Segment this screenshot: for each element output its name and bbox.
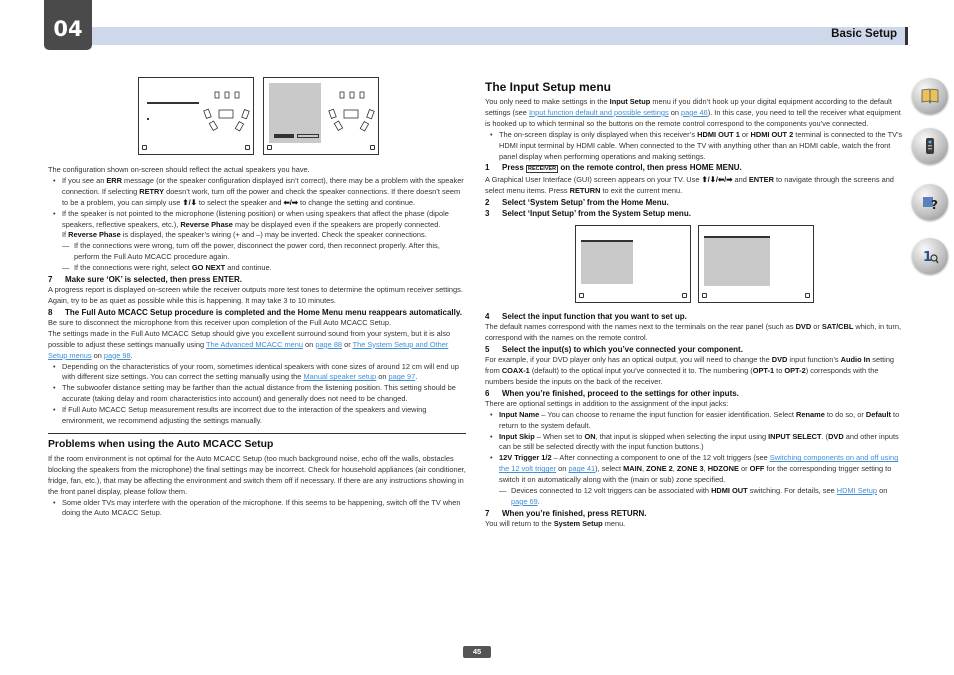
link-system-setup[interactable]: The System Setup and Other Setup menus (48, 339, 449, 360)
link-page-97[interactable]: page 97 (388, 372, 416, 382)
dash-wrong-connections: — If the connections were wrong, turn off the power, disconnect the power cord, then reconnect properly. After this, perform the Full Auto MCACC procedure again. (48, 241, 466, 263)
screen-illustration-home-menu (575, 225, 691, 303)
step-7-desc-2: Again, try to be as quiet as possible while this is happening. It may take 3 to 10 minutes. (48, 295, 336, 305)
page-number: 45 (463, 646, 491, 658)
step-7: 7 Make sure ‘OK’ is selected, then press ENTER. (48, 275, 242, 285)
svg-text:?: ? (931, 198, 938, 212)
bullet-hdmi-osd: • The on-screen display is only displayed when this receiver’s HDMI OUT 1 or HDMI OUT 2 terminal is connected to the TV’s HDMI input terminal by HDMI cable. When connected to the TV with anything other than an HDMI cable, watch the front panel display when performing operations and making settings. (485, 130, 905, 163)
bullet-err: • If you see an ERR message (or the speaker configuration displayed isn’t correct), there may be a problem with the speaker connection. If selecting RETRY doesn’t work, turn off the power and check the speaker connections. If there doesn’t seem to be a problem, you can simply use ⬆/⬇ to select the speaker and ⬅/➡ to change the setting and continue. (48, 176, 466, 209)
step-3: 3 Select ‘Input Setup’ from the System Setup menu. (485, 209, 691, 219)
intro-text: The configuration shown on-screen should reflect the actual speakers you have. (48, 165, 310, 174)
link-advanced-mcacc[interactable]: The Advanced MCACC menu (206, 339, 303, 349)
link-input-function-defaults[interactable]: Input function default and possible settings (528, 107, 669, 117)
speaker-layout-icon (199, 88, 253, 134)
link-page-69[interactable]: page 69 (511, 496, 538, 506)
step-5-desc: For example, if your DVD player only has an optical output, you will need to change the DVD input function’s Audio In setting from COAX-1 (default) to the optical input you’ve connected it to. The numbering (OPT-1 to OPT-2) corresponds with the numbers beside the inputs on the back of the receiver. (485, 355, 895, 386)
dash-12v-hdmi: — Devices connected to 12 volt triggers can be associated with HDMI OUT switching. For details, see HDMI Setup on page 69. (485, 486, 905, 508)
remote-button-icon (245, 145, 250, 150)
bullet-12v-trigger: • 12V Trigger 1/2 – After connecting a component to one of the 12 volt triggers (see Switching components on and off using the 12 volt trigger on page 41), select MAIN, ZONE 2, ZONE 3, HDZONE or OFF for the corresponding trigger setting to switch it on automatically along with the (main or sub) zone specified. (485, 453, 905, 486)
step-6-desc: There are optional settings in addition to the assignment of the input jacks: (485, 398, 729, 408)
left-column (48, 165, 466, 519)
step-2: 2 Select ‘System Setup’ from the Home Menu. (485, 198, 669, 208)
link-page-46[interactable]: page 46 (681, 107, 708, 117)
help-icon[interactable] (912, 184, 948, 220)
link-hdmi-setup[interactable]: HDMI Setup (836, 486, 878, 496)
link-12v-trigger[interactable]: Switching components on and off using the 12 volt trigger (499, 453, 899, 474)
dash-right-connections: — If the connections were right, select GO NEXT and continue. (48, 263, 466, 274)
link-page-41[interactable]: page 41 (568, 464, 596, 474)
problems-heading: Problems when using the Auto MCACC Setup (48, 438, 274, 450)
bullet-subwoofer: • The subwoofer distance setting may be farther than the actual distance from the listening position. This setting should be accurate (taking delay and room characteristics into account) and generally does not need to be changed. (48, 383, 466, 405)
step-7-right-desc: You will return to the System Setup menu. (485, 518, 626, 528)
remote-button-icon (805, 293, 810, 298)
problems-desc: If the room environment is not optimal for the Auto MCACC Setup (too much background noise, echo off the walls, obstacles blocking the speakers from the microphone) the final settings may be incorrect. Check for household appliances (air conditioner, fridge, fan, etc.), that may be affecting the environment and switch them off if necessary. If there are any instructions showing in the front panel display, please follow them. (48, 453, 466, 496)
link-page-88[interactable]: page 88 (315, 339, 343, 349)
screen-illustration-speaker-check (263, 77, 379, 155)
link-page-98[interactable]: page 98 (103, 350, 131, 360)
screen-illustration-speaker-config (138, 77, 254, 155)
receiver-key-icon: RECEIVER (528, 166, 557, 173)
input-setup-heading: The Input Setup menu (485, 80, 611, 94)
bullet-input-skip: • Input Skip – When set to ON, that input is skipped when selecting the input using INPUT SELECT. (DVD and other inputs can be still be selected directly with the input function buttons.) (485, 432, 905, 454)
step-6: 6 When you’re finished, proceed to the settings for other inputs. (485, 388, 739, 398)
step-8-desc-1: Be sure to disconnect the microphone from this receiver upon completion of the Full Auto MCACC Setup. (48, 317, 392, 327)
bullet-incorrect-results: • If Full Auto MCACC Setup measurement results are incorrect due to the interaction of the speakers and viewing environment, we recommend adjusting the settings manually. (48, 405, 466, 427)
bullet-input-name: • Input Name – You can choose to rename the input function for easier identification. Select Rename to do so, or Default to return to the system default. (485, 410, 905, 432)
step-5: 5 Select the input(s) to which you’ve connected your component. (485, 345, 743, 355)
remote-button-icon (370, 145, 375, 150)
remote-icon[interactable] (912, 128, 948, 164)
step-7-right: 7 When you’re finished, press RETURN. (485, 508, 647, 518)
section-header-bar (92, 27, 908, 45)
step-8-desc-2: The settings made in the Full Auto MCACC Setup should give you excellent surround sound from your system, but it is also possible to adjust these settings manually using The Advanced MCACC menu on page 88 or The System Setup and Other Setup menus on page 98. (48, 328, 451, 360)
remote-button-icon (579, 293, 584, 298)
step-1: 1 Press RECEIVER on the remote control, then press HOME MENU. (485, 163, 742, 173)
svg-text:1: 1 (923, 250, 933, 265)
screen-illustration-system-setup (698, 225, 814, 303)
search-index-icon[interactable] (912, 238, 948, 274)
remote-button-icon (682, 293, 687, 298)
step-1-desc: A Graphical User Interface (GUI) screen appears on your TV. Use ⬆/⬇/⬅/➡ and ENTER to navigate through the screens and select menu items. Press RETURN to exit the current menu. (485, 175, 894, 196)
step-4: 4 Select the input function that you want to set up. (485, 312, 687, 322)
link-manual-speaker-setup[interactable]: Manual speaker setup (303, 372, 377, 382)
screen-illustrations-row (485, 219, 905, 311)
bullet-older-tvs: • Some older TVs may interfere with the operation of the microphone. If this seems to be happening, switch off the TV when doing the Auto MCACC Setup. (48, 498, 466, 520)
remote-button-icon (142, 145, 147, 150)
input-setup-intro: You only need to make settings in the Input Setup menu if you didn’t hook up your digital equipment according to the default settings (see Input function default and possible settings on page 46). In this case, you need to tell the receiver what equipment is hooked up to which terminal so the buttons on the remote control correspond to the components you’ve connected. (485, 97, 901, 128)
step-8: 8 The Full Auto MCACC Setup procedure is completed and the Home Menu menu reappears automatically. (48, 307, 462, 317)
remote-button-icon (267, 145, 272, 150)
chapter-number: 04 (44, 0, 92, 50)
speaker-layout-icon (324, 88, 378, 134)
book-icon[interactable] (912, 78, 948, 114)
step-4-desc: The default names correspond with the names next to the terminals on the rear panel (such as DVD or SAT/CBL which, in turn, correspond with the names on the remote control. (485, 322, 902, 343)
right-column (485, 80, 905, 530)
bullet-reverse-phase: • If the speaker is not pointed to the microphone (listening position) or when using speakers that affect the phase (dipole speakers, reflective speakers, etc.), Reverse Phase may be displayed even if the speakers are properly connected. (48, 209, 466, 231)
section-divider (48, 433, 466, 434)
bullet-cone-size: • Depending on the characteristics of your room, sometimes identical speakers with cone sizes of around 12 cm will end up with different size settings. You can correct the setting manually using the Manual speaker setup on page 97. (48, 362, 466, 384)
step-7-desc-1: A progress report is displayed on-screen while the receiver outputs more test tones to determine the optimum receiver settings. (48, 285, 463, 295)
section-title: Basic Setup (831, 28, 897, 40)
remote-button-icon (702, 293, 707, 298)
reverse-phase-note: If Reverse Phase is displayed, the speaker’s wiring (+ and –) may be inverted. Check the speaker connections. (62, 230, 427, 240)
